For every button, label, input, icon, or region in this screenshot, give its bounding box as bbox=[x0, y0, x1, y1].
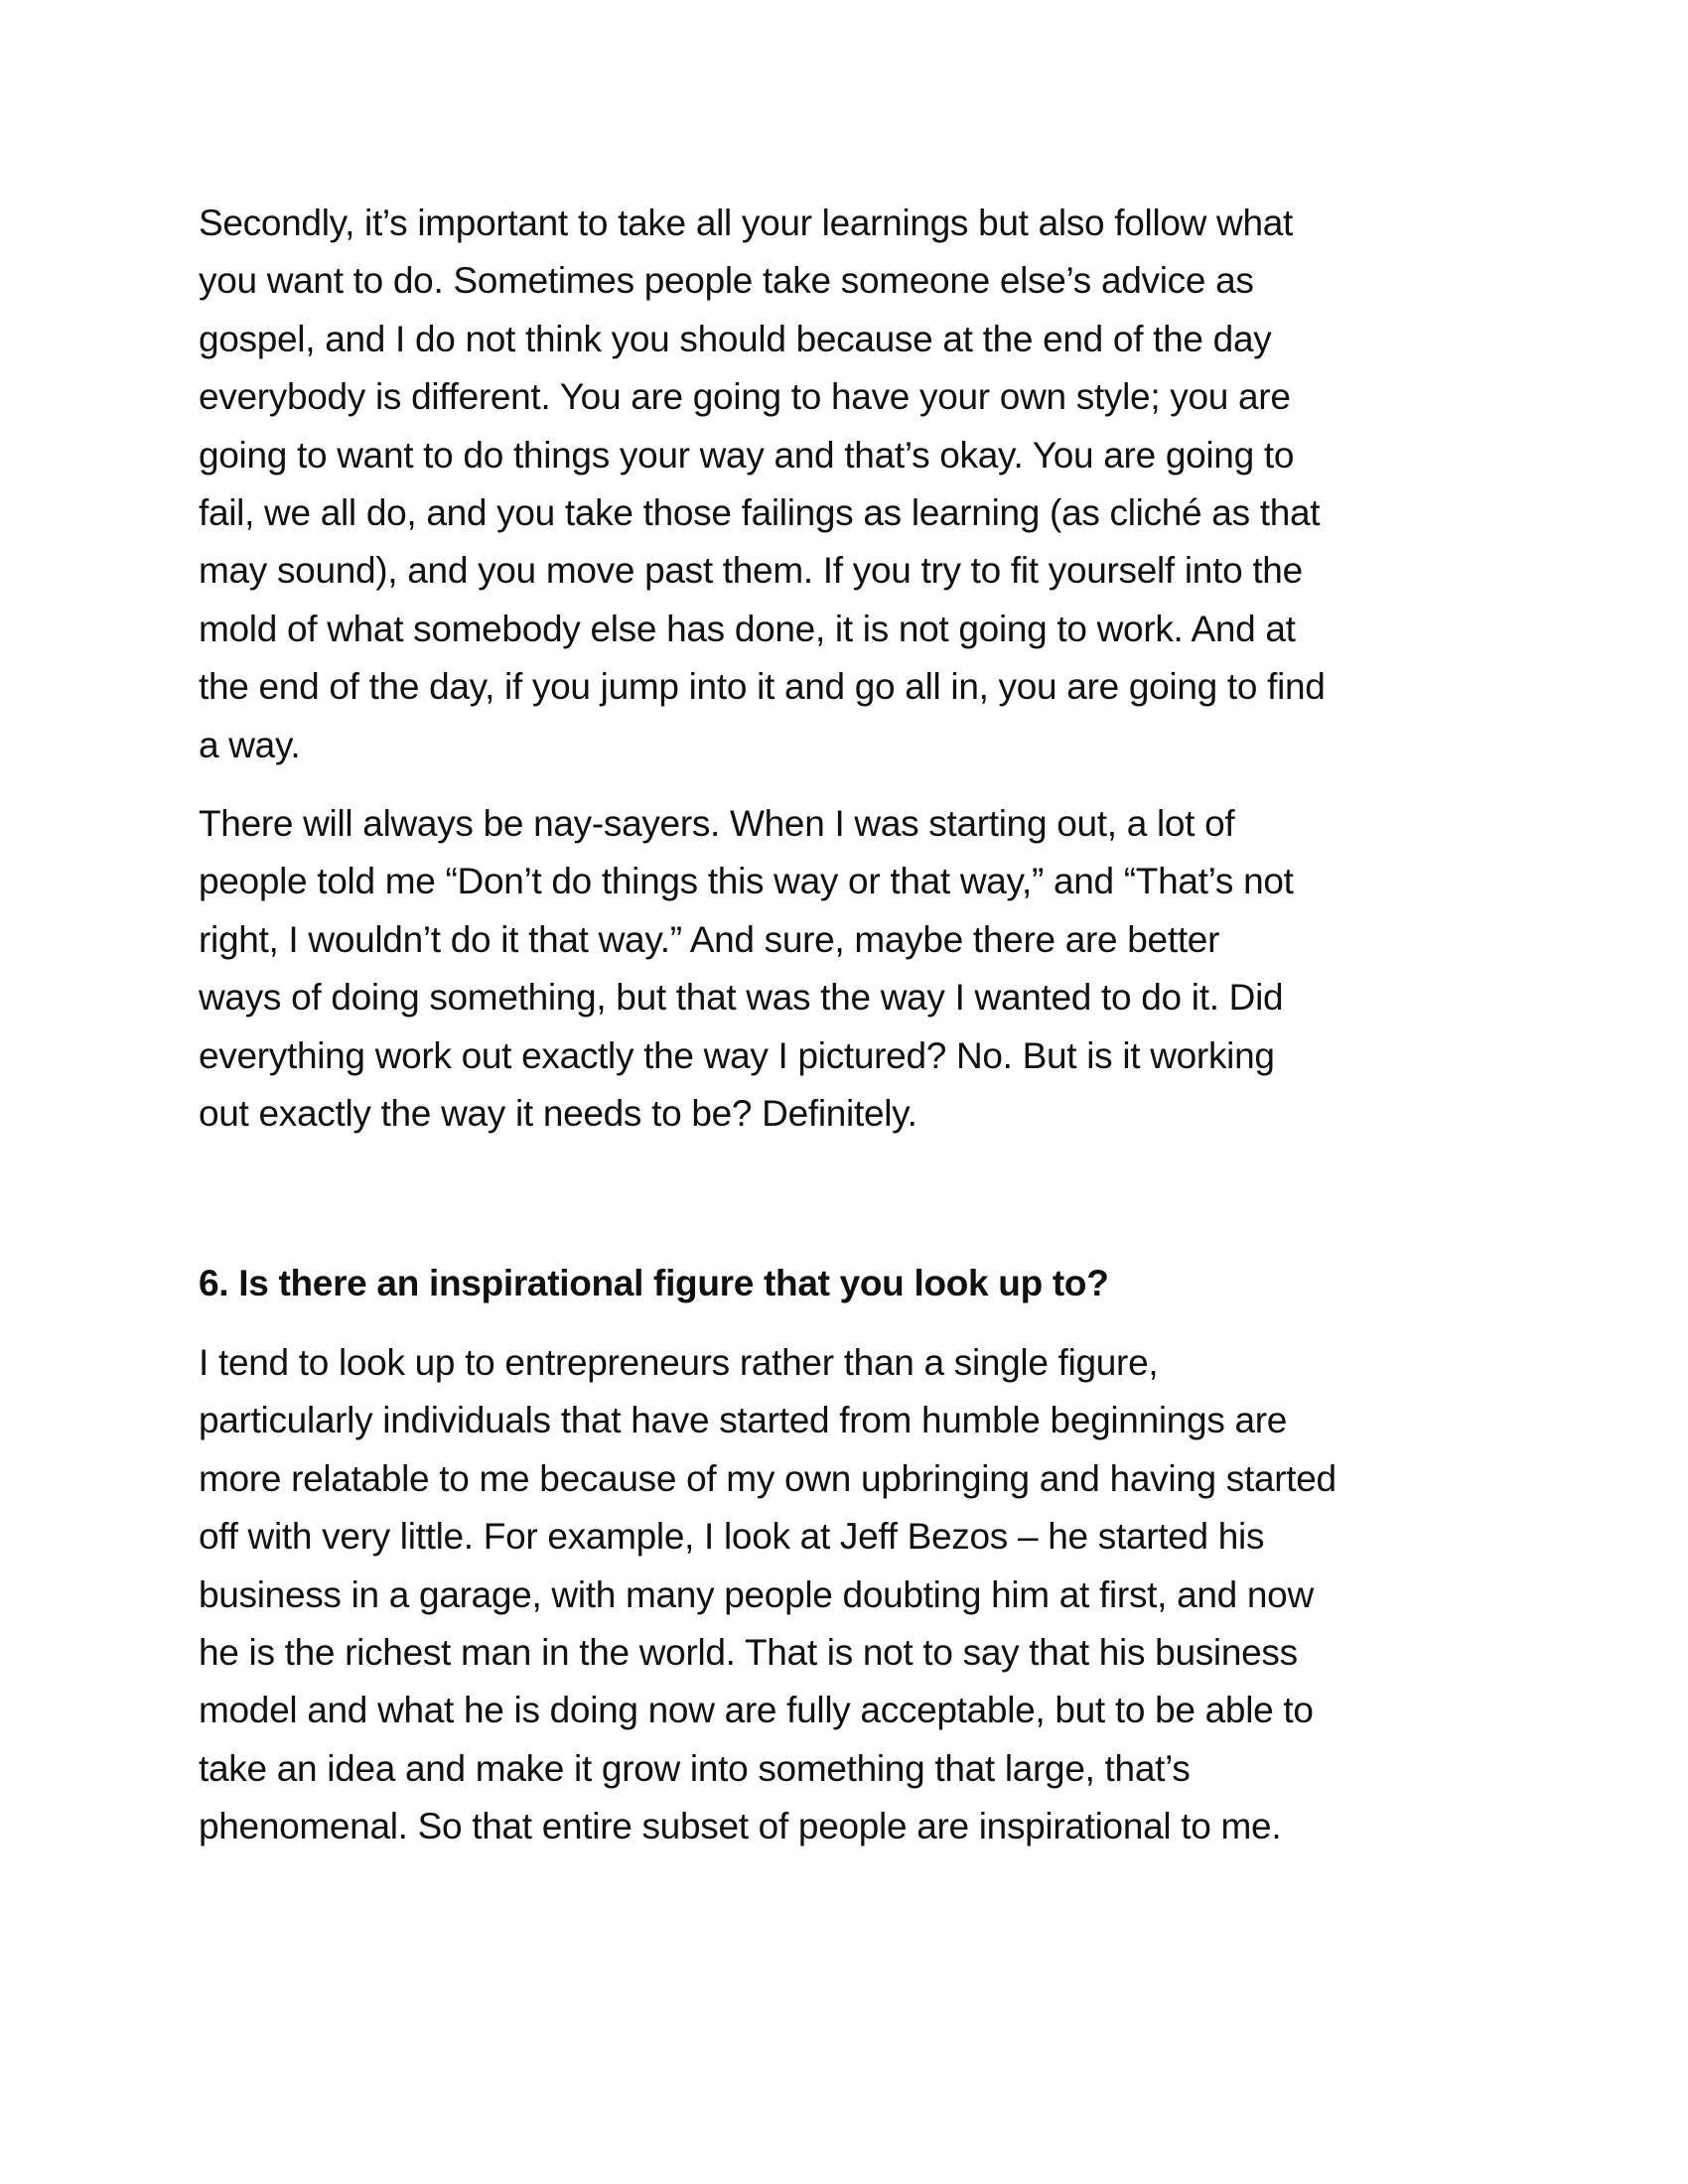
page-content bbox=[199, 195, 1489, 1856]
text-line: business in a garage, with many people doubting him at first, and now bbox=[199, 1573, 1314, 1615]
text-line: people told me “Don’t do things this way or that way,” and “That’s not bbox=[199, 861, 1294, 902]
question-heading: 6. Is there an inspirational figure that you look up to? bbox=[199, 1262, 1109, 1303]
text-line: mold of what somebody else has done, it is not going to work. And at bbox=[199, 608, 1296, 649]
text-line: he is the richest man in the world. That is not to say that his business bbox=[199, 1631, 1298, 1673]
text-line: everybody is different. You are going to have your own style; you are bbox=[199, 376, 1291, 418]
text-line: off with very little. For example, I look at Jeff Bezos – he started his bbox=[199, 1516, 1265, 1558]
text-line: a way. bbox=[199, 724, 301, 765]
text-line: model and what he is doing now are fully acceptable, but to be able to bbox=[199, 1690, 1314, 1731]
text-line: you want to do. Sometimes people take someone else’s advice as bbox=[199, 260, 1254, 302]
text-line: take an idea and make it grow into something that large, that’s bbox=[199, 1747, 1191, 1789]
paragraph-follow-your-way bbox=[199, 195, 1489, 774]
text-line: particularly individuals that have started from humble beginnings are bbox=[199, 1400, 1288, 1441]
text-line: fail, we all do, and you take those failings as learning (as cliché as that bbox=[199, 492, 1321, 534]
text-line: out exactly the way it needs to be? Definitely. bbox=[199, 1093, 917, 1135]
text-line: more relatable to me because of my own upbringing and having started bbox=[199, 1457, 1336, 1499]
paragraph-nay-sayers bbox=[199, 795, 1489, 1143]
text-line: may sound), and you move past them. If you try to fit yourself into the bbox=[199, 550, 1303, 592]
text-line: the end of the day, if you jump into it and go all in, you are going to find bbox=[199, 666, 1326, 708]
text-line: everything work out exactly the way I pictured? No. But is it working bbox=[199, 1034, 1275, 1076]
text-line: right, I wouldn’t do it that way.” And sure, maybe there are better bbox=[199, 918, 1220, 960]
paragraph-inspirational-figures bbox=[199, 1334, 1489, 1856]
text-line: Secondly, it’s important to take all your learnings but also follow what bbox=[199, 203, 1294, 243]
text-line: I tend to look up to entrepreneurs rather than a single figure, bbox=[199, 1341, 1159, 1383]
text-line: ways of doing something, but that was the way I wanted to do it. Did bbox=[199, 977, 1284, 1019]
text-line: There will always be nay-sayers. When I was starting out, a lot of bbox=[199, 803, 1235, 845]
text-line: gospel, and I do not think you should because at the end of the day bbox=[199, 318, 1272, 359]
text-line: going to want to do things your way and that’s okay. You are going to bbox=[199, 434, 1295, 476]
text-line: phenomenal. So that entire subset of people are inspirational to me. bbox=[199, 1806, 1282, 1847]
